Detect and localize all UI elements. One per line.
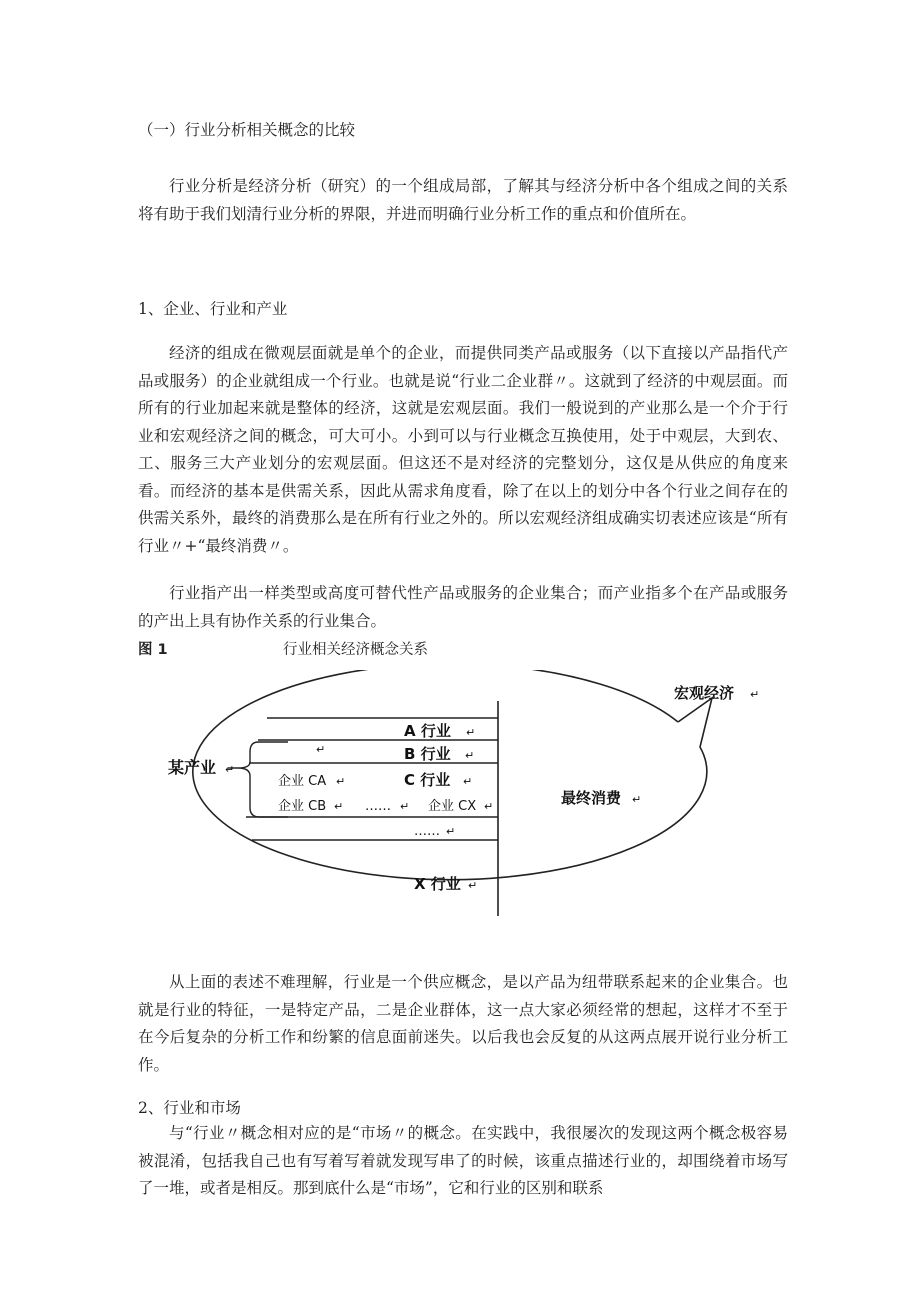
industry-x-label: X 行业 [414,875,461,893]
paragraph-mark: ↵ [465,749,475,762]
paragraph-mark: ↵ [463,775,473,788]
paragraph-mark: ↵ [632,793,642,806]
industry-a-label: A 行业 [404,722,451,740]
company-cb-label: 企业 CB [278,799,327,814]
macro-economy-bubble [193,670,712,880]
after-figure-paragraph: 从上面的表述不难理解，行业是一个供应概念，是以产品为纽带联系起来的企业集合。也就是行业的特征，一是特定产品，二是企业群体，这一点大家必须经常的想起，这样才不至于在今后复杂的分析工作和纷繁的信息面前迷失。以后我也会反复的从这两点展开说行业分析工作。 [138,973,788,1074]
subsection1-title: 1、企业、行业和产业 [138,300,288,318]
paragraph-mark: ↵ [336,775,346,788]
company-cx-label: 企业 CX [428,799,477,814]
macro-economy-label: 宏观经济 [674,684,735,702]
figure-label: 图 1 [138,642,168,658]
industry-ellipsis: …… [414,824,440,839]
paragraph-mark: ↵ [750,688,760,701]
paragraph-mark: ↵ [334,800,344,813]
intro-paragraph: 行业分析是经济分析（研究）的一个组成局部，了解其与经济分析中各个组成之间的关系将有助于我们划清行业分析的界限，并进而明确行业分析工作的重点和价值所在。 [138,177,788,223]
paragraph-mark: ↵ [225,763,235,776]
paragraph-mark: ↵ [466,726,476,739]
section-heading: （一）行业分析相关概念的比较 [138,121,356,139]
company-ca-label: 企业 CA [278,774,327,789]
paragraph-mark: ↵ [446,825,456,838]
economy-relation-diagram [0,670,920,950]
subsection2-paragraph: 与“行业〃概念相对应的是“市场〃的概念。在实践中，我很屡次的发现这两个概念极容易被混淆，包括我自己也有写着写着就发现写串了的时候，该重点描述行业的，却围绕着市场写了一堆，或者是相反。那到底什么是“市场”，它和行业的区别和联系 [138,1124,788,1197]
final-consumption-label: 最终消费 [561,789,622,807]
figure-title: 行业相关经济概念关系 [283,642,428,658]
industry-b-label: B 行业 [404,745,451,763]
paragraph-mark: ↵ [316,743,326,756]
industry-label: 某产业 [168,758,217,777]
subsection2-title: 2、行业和市场 [138,1099,241,1117]
paragraph-mark: ↵ [468,879,478,892]
paragraph-mark: ↵ [400,800,410,813]
subsection1-paragraph-1: 经济的组成在微观层面就是单个的企业，而提供同类产品或服务（以下直接以产品指代产品或服务）的企业就组成一个行业。也就是说“行业二企业群〃。这就到了经济的中观层面。而所有的行业加起来就是整体的经济，这就是宏观层面。我们一般说到的产业那么是一个介于行业和宏观经济之间的概念，可大可小。小到可以与行业概念互换使用，处于中观层，大到农、工、服务三大产业划分的宏观层面。但这还不是对经济的完整划分，这仅是从供应的角度来看。而经济的基本是供需关系，因此从需求角度看，除了在以上的划分中各个行业之间存在的供需关系外，最终的消费那么是在所有行业之外的。所以宏观经济组成确实切表述应该是“所有行业〃+“最终消费〃。 [138,344,788,555]
company-ellipsis: …… [365,799,391,814]
industry-c-label: C 行业 [404,771,451,789]
paragraph-mark: ↵ [484,800,494,813]
figure-caption [138,638,428,659]
subsection1-paragraph-2: 行业指产出一样类型或高度可替代性产品或服务的企业集合；而产业指多个在产品或服务的产出上具有协作关系的行业集合。 [138,584,788,630]
